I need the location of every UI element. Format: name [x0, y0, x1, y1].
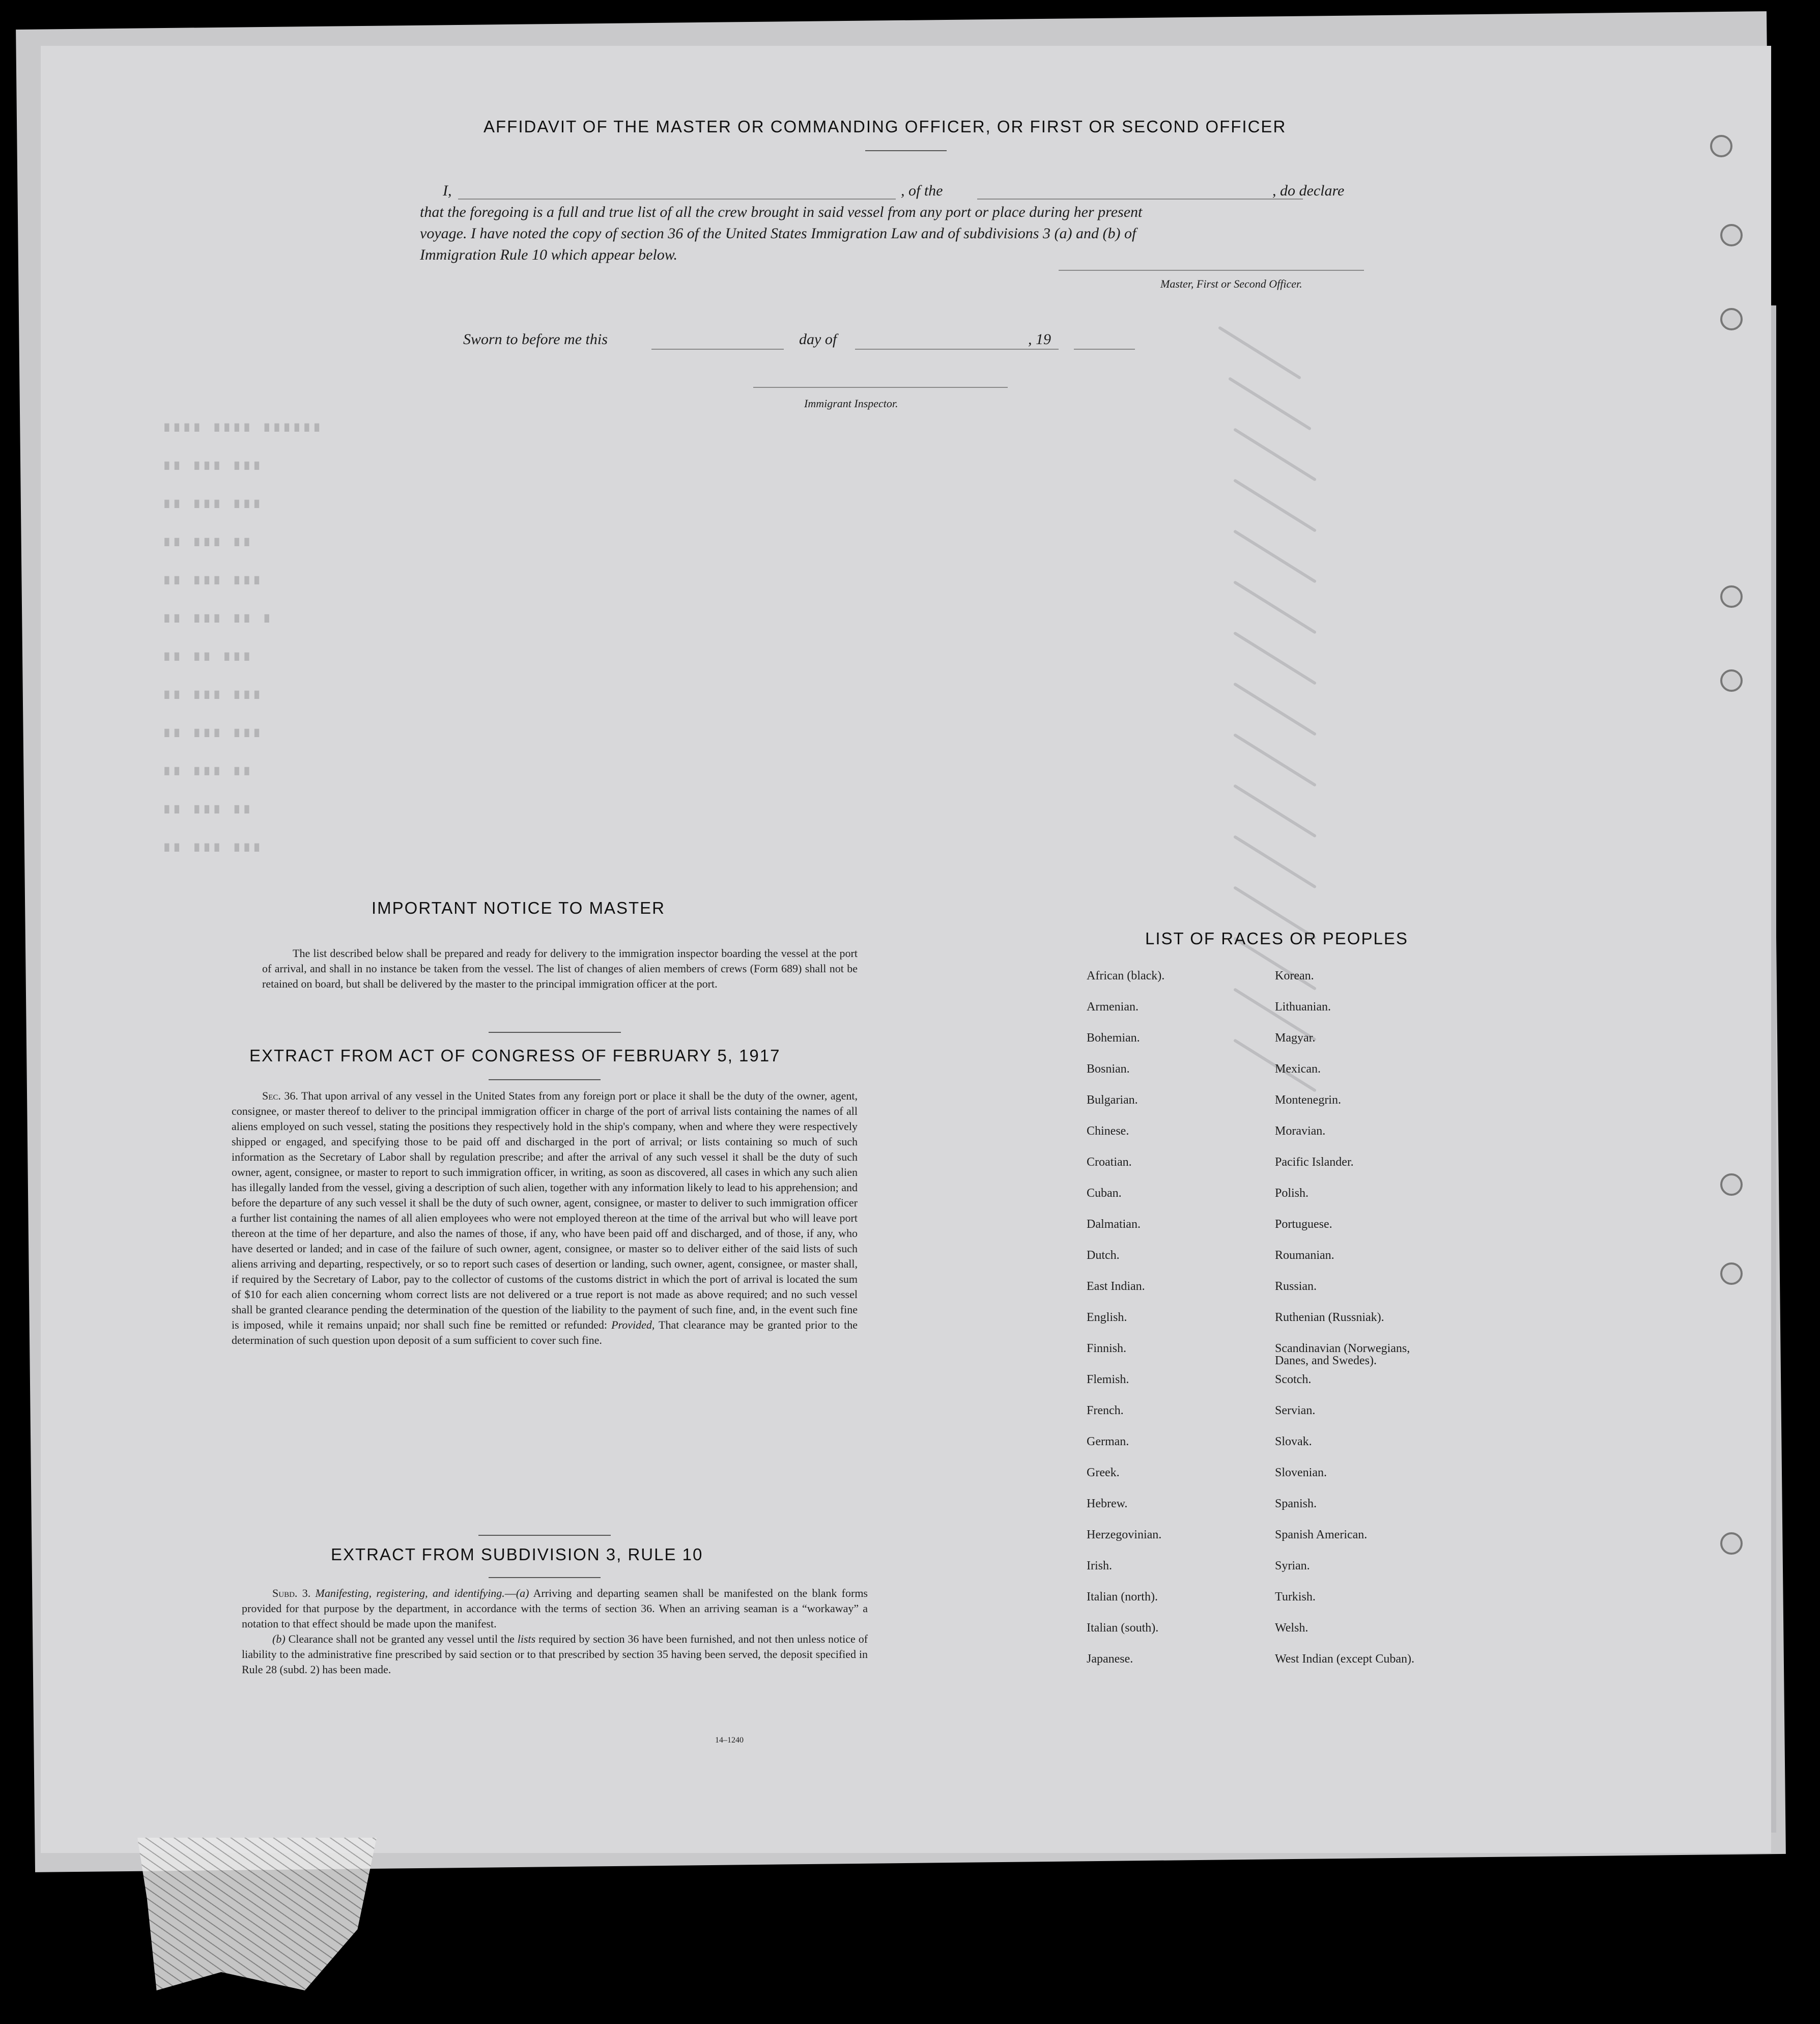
rule-top-rule — [478, 1535, 611, 1536]
race-entry: Turkish. — [1275, 1590, 1316, 1604]
race-entry: Italian (north). — [1087, 1590, 1158, 1604]
proviso-label: Provided, — [611, 1318, 655, 1331]
para-b-start: Clearance shall not be granted any vessel until the — [288, 1633, 515, 1645]
races-title: LIST OF RACES OR PEOPLES — [1145, 929, 1408, 948]
race-entry: Flemish. — [1087, 1373, 1129, 1386]
race-entry: Slovak. — [1275, 1435, 1312, 1448]
pencil-stroke — [1233, 580, 1317, 634]
sworn-day-of: day of — [799, 331, 837, 348]
inspector-blank-line[interactable] — [753, 387, 1008, 388]
sworn-year-prefix: , 19 — [1028, 331, 1051, 348]
bleed-through-mark: ∎∎ ∎∎∎ ∎∎ — [163, 802, 253, 818]
notice-title: IMPORTANT NOTICE TO MASTER — [372, 898, 666, 917]
pencil-stroke — [1233, 733, 1317, 787]
declaration-line-3: Immigration Rule 10 which appear below. — [420, 246, 678, 263]
manifest-page — [41, 46, 1771, 1853]
race-entry: Montenegrin. — [1275, 1093, 1341, 1107]
race-entry: Polish. — [1275, 1187, 1309, 1200]
pencil-stroke — [1233, 529, 1317, 583]
race-entry: French. — [1087, 1404, 1124, 1417]
pencil-stroke — [1218, 326, 1301, 380]
race-entry: Dutch. — [1087, 1249, 1120, 1262]
act-text — [232, 1088, 858, 1348]
pencil-stroke — [1233, 479, 1317, 532]
subd-heading: Manifesting, registering, and identifying. — [315, 1587, 505, 1599]
sworn-text: Sworn to before me this — [463, 331, 608, 348]
para-a-text: Arriving and departing seamen shall be manifested on the blank forms provided for that purpose by the department, in accordance with the terms of section 36. When an arriving seaman is a “workaway” a notation to that effect should be made upon the manifest. — [242, 1587, 868, 1630]
race-entry: Slovenian. — [1275, 1466, 1327, 1479]
bleed-through-mark: ∎∎ ∎∎∎ ∎∎∎ — [163, 688, 263, 703]
sworn-day-blank-line[interactable] — [651, 349, 784, 350]
pencil-stroke — [1233, 631, 1317, 685]
punch-hole — [1720, 308, 1743, 330]
sworn-month-blank-line[interactable] — [855, 349, 1059, 350]
rule-bottom-rule — [489, 1577, 601, 1578]
race-entry: Bosnian. — [1087, 1062, 1130, 1076]
race-entry: Irish. — [1087, 1559, 1112, 1572]
notice-rule — [489, 1032, 621, 1033]
race-entry: Finnish. — [1087, 1342, 1127, 1355]
race-entry: Cuban. — [1087, 1187, 1122, 1200]
punch-hole — [1720, 669, 1743, 692]
race-entry: Pacific Islander. — [1275, 1156, 1354, 1169]
proviso-text: That clearance may be granted prior to the determination of such question upon deposit of a sum sufficient to cover such fine. — [232, 1318, 858, 1346]
race-entry: Dalmatian. — [1087, 1218, 1141, 1231]
para-b-end: required by section 36 have been furnished, and not then unless notice of liability to the administrative fine prescribed by said section or to that prescribed by section 35 having been served, the deposit specified in Rule 28 (subd. 2) has been made. — [242, 1633, 868, 1676]
race-entry: Bohemian. — [1087, 1031, 1140, 1045]
race-entry: Greek. — [1087, 1466, 1120, 1479]
race-entry: English. — [1087, 1311, 1127, 1324]
affidavit-title: AFFIDAVIT OF THE MASTER OR COMMANDING OFFICER, OR FIRST OR SECOND OFFICER — [484, 117, 1287, 136]
punch-hole — [1720, 224, 1743, 246]
race-entry: Italian (south). — [1087, 1621, 1159, 1635]
race-entry: East Indian. — [1087, 1280, 1145, 1293]
punch-hole — [1720, 1532, 1743, 1555]
punch-hole — [1720, 585, 1743, 608]
bleed-through-mark: ∎∎ ∎∎∎ ∎∎∎ — [163, 840, 263, 856]
para-a-label: (a) — [516, 1587, 529, 1599]
race-entry: African (black). — [1087, 969, 1165, 982]
race-entry: Scandinavian (Norwegians, Danes, and Swedes). — [1275, 1342, 1410, 1367]
rule-text: Subd. 3. Manifesting, registering, and identifying.—(a) Arriving and departing seamen shall be manifested on the blank forms provided for that purpose by the department, in accordance with the terms of section 36. When an arriving seaman is a “workaway” a notation to that effect should be made upon the manifest. (b) Clearance shall not be granted any vessel until the lists required by section 36 have been furnished, and not then unless notice of liability to the administrative fine prescribed by said section or to that prescribed by section 35 having been served, the deposit specified in Rule 28 (subd. 2) has been made. — [242, 1587, 868, 1676]
pencil-stroke — [1233, 784, 1317, 838]
notice-text — [262, 946, 858, 992]
section-label: Sec. 36. — [262, 1089, 298, 1102]
title-rule — [865, 150, 947, 151]
race-entry: Herzegovinian. — [1087, 1528, 1162, 1541]
race-entry: Mexican. — [1275, 1062, 1321, 1076]
pencil-stroke — [1233, 835, 1317, 889]
race-entry: Ruthenian (Russniak). — [1275, 1311, 1384, 1324]
declaration-line-1: that the foregoing is a full and true list of all the crew brought in said vessel from any port or place during her present — [420, 204, 1143, 220]
race-entry: Scotch. — [1275, 1373, 1312, 1386]
bleed-through-mark: ∎∎ ∎∎ ∎∎∎ — [163, 650, 253, 665]
sworn-year-blank-line[interactable] — [1074, 349, 1135, 350]
subd-label: Subd. 3. — [272, 1587, 311, 1599]
race-entry: Croatian. — [1087, 1156, 1132, 1169]
pencil-stroke — [1233, 682, 1317, 736]
notice-paragraph: The list described below shall be prepared and ready for delivery to the immigration inspector boarding the vessel at the port of arrival, and shall in no instance be taken from the vessel. The list of changes of alien members of crews (Form 689) shall not be retained on board, but shall be delivered by the master to the principal immigration officer at the port. — [262, 947, 858, 990]
affidavit-of-the: , of the — [901, 182, 943, 199]
declaration-line-2: voyage. I have noted the copy of section 36 of the United States Immigration Law and of subdivisions 3 (a) and (b) of — [420, 225, 1136, 242]
race-entry: West Indian (except Cuban). — [1275, 1652, 1414, 1666]
race-entry: German. — [1087, 1435, 1129, 1448]
affidavit-i: I, — [443, 182, 452, 199]
act-title: EXTRACT FROM ACT OF CONGRESS OF FEBRUARY 5, 1917 — [249, 1046, 781, 1065]
act-rule — [489, 1079, 601, 1080]
signature-blank-line[interactable] — [1059, 270, 1364, 271]
bleed-through-mark: ∎∎ ∎∎∎ ∎∎ — [163, 764, 253, 779]
para-b-label: (b) — [272, 1633, 286, 1645]
pencil-stroke — [1233, 428, 1317, 482]
punch-hole — [1710, 135, 1732, 157]
bleed-through-mark: ∎∎ ∎∎∎ ∎∎ ∎ — [163, 611, 273, 627]
name-blank-line[interactable] — [458, 199, 896, 200]
section-36-text: That upon arrival of any vessel in the United States from any foreign port or place it shall be the duty of the owner, agent, consignee, or master thereof to deliver to the principal immigration officer in charge of the port of arrival lists containing the names of all aliens employed on such vessel, stating the positions they respectively hold in the ship's company, when and where they were respectively shipped or engaged, and specifying those to be paid off and discharged in the port of arrival; or lists containing so much of such information as the Secretary of Labor shall by regulation prescribe; and after the arrival of any such vessel it shall be the duty of such owner, agent, consignee, or master to report to such immigration officer, in writing, as soon as discovered, all cases in which any such alien has illegally landed from the vessel, giving a description of such alien, together with any information likely to lead to his apprehension; and before the departure of any such vessel it shall be the duty of such owner, agent, consignee, or master to deliver to such immigration officer a further list containing the names of all alien employees who were not employed thereon at the time of the arrival but who will leave port thereon at the time of her departure, and also the names of those, if any, who have been paid off and discharged, and of those, if any, who have deserted or landed; and in case of the failure of such owner, agent, consignee, or master so to deliver either of the said lists of such aliens arriving and departing, respectively, or so to report such cases of desertion or landing, such owner, agent, consignee, or master shall, if required by the Secretary of Labor, pay to the collector of customs of the customs district in which the port of arrival is located the sum of $10 for each alien concerning whom correct lists are not delivered or a true report is not made as above required; and no such vessel shall be granted clearance pending the determination of the question of the liability to the payment of such fine, and, in the event such fine is imposed, while it remains unpaid; nor shall such fine be remitted or refunded: — [232, 1089, 858, 1331]
form-number: 14–1240 — [715, 1736, 744, 1745]
race-entry: Bulgarian. — [1087, 1093, 1138, 1107]
race-entry: Moravian. — [1275, 1125, 1326, 1138]
race-entry: Japanese. — [1087, 1652, 1133, 1666]
affidavit-do-declare: , do declare — [1272, 182, 1345, 199]
bleed-through-mark: ∎∎∎∎ ∎∎∎∎ ∎∎∎∎∎∎ — [163, 420, 323, 436]
para-b-lists: lists — [517, 1633, 536, 1645]
bleed-through-mark: ∎∎ ∎∎∎ ∎∎∎ — [163, 459, 263, 474]
cloth-scrap — [137, 1838, 377, 1990]
race-entry: Armenian. — [1087, 1000, 1139, 1014]
pencil-stroke — [1228, 377, 1312, 431]
punch-hole — [1720, 1262, 1743, 1285]
race-entry: Magyar. — [1275, 1031, 1316, 1045]
race-entry: Chinese. — [1087, 1125, 1129, 1138]
rule-title: EXTRACT FROM SUBDIVISION 3, RULE 10 — [331, 1545, 703, 1564]
race-entry: Roumanian. — [1275, 1249, 1334, 1262]
race-entry: Portuguese. — [1275, 1218, 1332, 1231]
race-entry: Syrian. — [1275, 1559, 1310, 1572]
bleed-through-mark: ∎∎ ∎∎∎ ∎∎∎ — [163, 497, 263, 512]
bleed-through-mark: ∎∎ ∎∎∎ ∎∎∎ — [163, 573, 263, 588]
race-entry: Spanish. — [1275, 1497, 1317, 1510]
race-entry: Welsh. — [1275, 1621, 1309, 1635]
vessel-blank-line[interactable] — [977, 199, 1303, 200]
race-entry: Hebrew. — [1087, 1497, 1128, 1510]
inspector-label: Immigrant Inspector. — [804, 397, 898, 410]
signature-label: Master, First or Second Officer. — [1160, 277, 1302, 290]
race-entry: Spanish American. — [1275, 1528, 1368, 1541]
punch-hole — [1720, 1173, 1743, 1196]
bleed-through-mark: ∎∎ ∎∎∎ ∎∎∎ — [163, 726, 263, 741]
race-entry: Servian. — [1275, 1404, 1316, 1417]
race-entry: Korean. — [1275, 969, 1314, 982]
bleed-through-mark: ∎∎ ∎∎∎ ∎∎ — [163, 535, 253, 550]
race-entry: Lithuanian. — [1275, 1000, 1331, 1014]
race-entry: Russian. — [1275, 1280, 1317, 1293]
